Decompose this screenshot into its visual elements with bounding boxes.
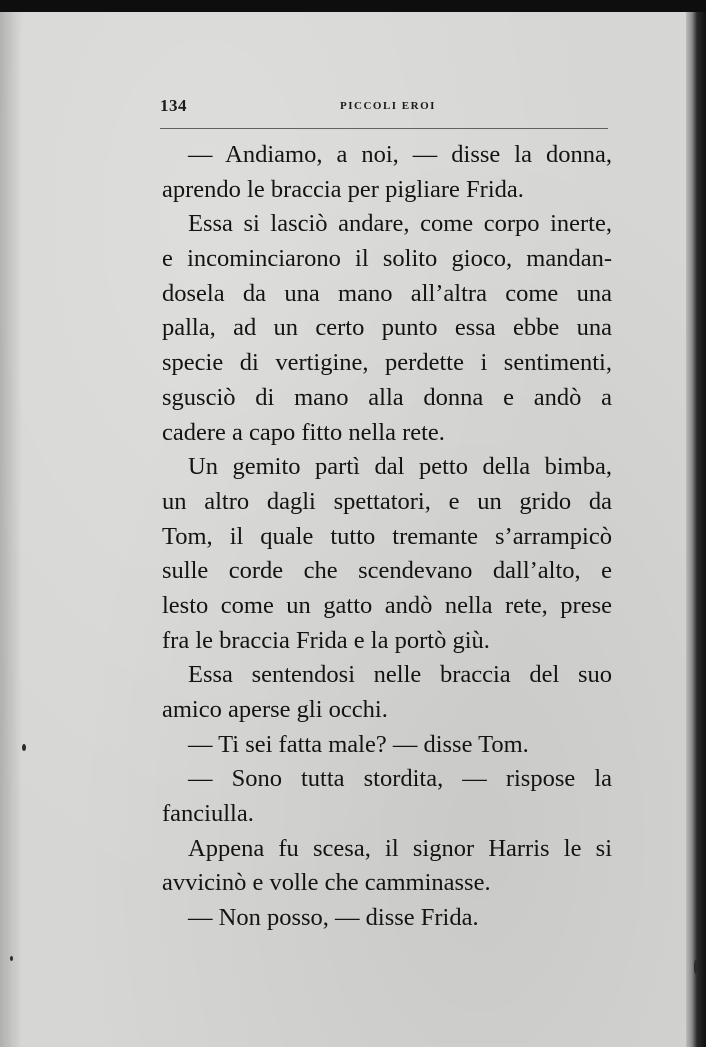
running-head: PICCOLI EROI — [340, 100, 436, 112]
text-line: sulle corde che scendevano dall’alto, e — [162, 557, 612, 585]
header-rule — [160, 128, 608, 129]
body-text — [162, 138, 612, 936]
text-line: Essa sentendosi nelle braccia del suo — [188, 661, 612, 689]
text-line: lesto come un gatto andò nella rete, prese — [162, 591, 612, 619]
page-right-edge — [686, 12, 706, 1047]
ink-speck — [10, 956, 13, 961]
text-line: Appena fu scesa, il signor Harris le si — [188, 834, 612, 862]
text-line: palla, ad un certo punto essa ebbe una — [162, 314, 612, 342]
text-line: cadere a capo fitto nella rete. — [162, 418, 445, 446]
text-line: amico aperse gli occhi. — [162, 696, 388, 723]
page-header — [160, 94, 600, 118]
text-line: — Andiamo, a noi, — disse la donna, — [188, 141, 612, 168]
text-line: specie di vertigine, perdette i sentimenti, — [162, 349, 612, 377]
page-gutter-shadow — [0, 12, 22, 1047]
ink-speck — [22, 744, 26, 751]
ink-speck — [694, 960, 697, 974]
text-line: Essa si lasciò andare, come corpo inerte, — [188, 210, 612, 238]
text-line: — Sono tutta stordita, — rispose la — [188, 765, 612, 793]
text-line: — Non posso, — disse Frida. — [188, 904, 479, 932]
text-line: fanciulla. — [162, 800, 254, 828]
text-line: Tom, il quale tutto tremante s’arrampicò — [162, 522, 612, 550]
text-line: dosela da una mano all’altra come una — [162, 279, 612, 307]
page-number: 134 — [160, 96, 187, 115]
text-line: — Ti sei fatta male? — disse Tom. — [188, 730, 529, 758]
text-line: sgusciò di mano alla donna e andò a — [162, 383, 612, 411]
text-line: e incominciarono il solito gioco, mandan- — [162, 245, 612, 273]
text-line: Un gemito partì dal petto della bimba, — [188, 453, 612, 481]
text-line: un altro dagli spettatori, e un grido da — [162, 487, 612, 515]
text-line: avvicinò e volle che camminasse. — [162, 869, 491, 897]
text-line: fra le braccia Frida e la portò giù. — [162, 626, 490, 654]
text-line: aprendo le braccia per pigliare Frida. — [162, 175, 524, 203]
